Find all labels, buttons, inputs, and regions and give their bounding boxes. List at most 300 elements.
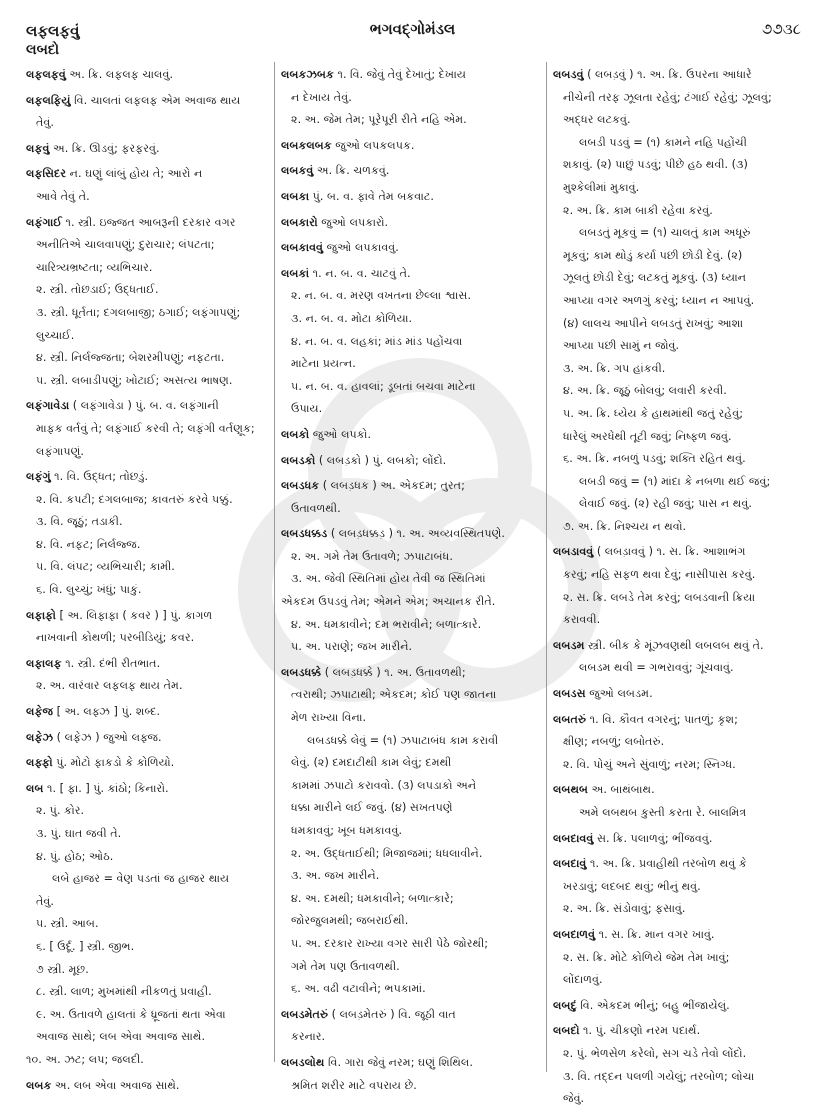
headword: લબકાવવું <box>281 241 324 255</box>
entry-line <box>26 370 270 393</box>
column-3 <box>553 64 811 1114</box>
entry-line <box>281 707 538 730</box>
entry-line <box>26 556 270 579</box>
definition-text: ન. ઘણું લાંબું હોય તે; આરો ન <box>66 167 203 181</box>
entry-line <box>553 1088 811 1111</box>
definition-text: નીચેની તરફ ઝૂલતા રહેવું; ટંગાઈ રહેવું; ઝૂલવું; <box>563 90 772 104</box>
definition-text: ૨. સ્ત્રી. તોછડાઈ; ઉદ્ધતાઈ. <box>36 283 159 297</box>
definition-text: ૨. પું. ભેળસેળ કરેલો, સગ ચડે તેવો લોંદો. <box>563 1046 747 1060</box>
column-1 <box>26 64 270 1100</box>
definition-text: ૨. અ. ક્રિ. કામ બાકી રહેવા કરવું. <box>563 203 713 217</box>
headword: લબકલબક <box>281 138 332 152</box>
definition-text: ૪. અ. દમથી; ધમકાવીને; બળાત્કારે; <box>291 891 454 905</box>
dictionary-entry <box>553 635 811 680</box>
definition-text: ૪. ન. બ. વ. લહકાં; માંડ માંડ પહોંચવા <box>291 334 463 348</box>
entry-line <box>553 587 811 610</box>
definition-text: ૨. સ. ક્રિ. લબડે તેમ કરવું; લબડવાની ક્રિયા <box>563 590 756 604</box>
definition-text: ઝૂલતું છોડી દેવું; લટકતું મૂકવું. (૩) ધ્યાન <box>563 271 747 285</box>
dictionary-entry <box>553 709 811 777</box>
definition-text: લફંગાપણું. <box>36 444 84 458</box>
definition-text: ચારિત્ર્યભ્રષ્ટતા; વ્યભિચાર. <box>36 260 153 274</box>
dictionary-entry <box>26 138 270 161</box>
entry-line <box>26 1049 270 1072</box>
entry-line <box>281 64 538 87</box>
entry-line <box>281 933 538 956</box>
definition-text: ૩. અ. જખ મારીને. <box>291 869 380 883</box>
definition-text: ત્વરાથી; ઝપાટાથી; એકદમ; કોઈ પણ જાતના <box>291 688 497 702</box>
definition-text: અમે લબથબ કુસ્તી કરતા રે. બાલમિત્ર <box>579 806 747 819</box>
entry-line <box>26 701 270 724</box>
entry-line <box>553 853 811 876</box>
entry-line <box>26 981 270 1004</box>
entry-line <box>553 1043 811 1066</box>
entry-line <box>281 775 538 798</box>
entry-line <box>553 802 811 825</box>
definition-text: અ. લબ એવા અવાજ સાથે. <box>51 1078 180 1092</box>
headword: લબદું <box>553 998 577 1012</box>
headword: લબતરું <box>553 712 587 726</box>
entry-line <box>281 546 538 569</box>
guide-word-first: લફલફવું <box>26 22 80 40</box>
dictionary-entry <box>281 450 538 473</box>
entry-line <box>26 959 270 982</box>
definition-text: ૧. વિ. ઉદ્ધત; તોછડું. <box>50 470 149 484</box>
definition-text: ક્ષીણ; નબળું; લબોતરું. <box>563 735 665 749</box>
entry-line <box>281 135 538 158</box>
dictionary-entry <box>553 924 811 992</box>
entry-line <box>553 222 811 245</box>
definition-text: [ અ. લિફાફા ( કવર ) ] પું. કાગળ <box>55 608 213 622</box>
definition-text: ઉતાવળથી. <box>291 501 341 515</box>
entry-line <box>281 186 538 209</box>
definition-text: લબડી પડવું = (૧) કામને નહિ પહોંચી <box>579 135 747 149</box>
entry-line <box>26 752 270 775</box>
entry-line <box>281 331 538 354</box>
definition-text: લબે હાજર = વેણ પડતાં જ હાજર થાય <box>52 872 230 886</box>
dictionary-entry <box>281 64 538 132</box>
definition-text: ( લબડ઼ધક ) અ. એકદમ; તુરત; <box>319 479 465 493</box>
entry-line <box>281 237 538 260</box>
entry-line <box>26 653 270 676</box>
entry-line <box>553 564 811 587</box>
definition-text: ૪. અ. ક્રિ. જૂઠું બોલવું; લવારી કરવી. <box>563 384 727 398</box>
definition-text: અનીતિએ ચાલવાપણું; દુરાચાર; લંપટતા; <box>36 238 215 252</box>
entry-line <box>553 609 811 632</box>
entry-line <box>26 489 270 512</box>
definition-text: ગમે તેમ પણ ઉતાવળથી. <box>291 959 400 973</box>
entry-line <box>281 498 538 521</box>
dictionary-entry <box>553 683 811 706</box>
definition-text: કરનાર. <box>291 1030 326 1044</box>
definition-text: લુચ્ચાઈ. <box>36 328 75 342</box>
headword: લબકારો <box>281 215 318 229</box>
definition-text: શકાવું. (૨) પાછું પડવું; પીછે હઠ થવી. (૩) <box>563 158 748 172</box>
entry-line <box>26 257 270 280</box>
definition-text: જુઓ લપકાવવું. <box>323 241 399 255</box>
entry-line <box>281 568 538 591</box>
headword: લફંગાવેડા <box>26 399 70 413</box>
definition-text: વિ. ગારા જેવું નરમ; ઘણું શિથિલ. <box>324 1055 473 1069</box>
column-separator-2 <box>546 62 547 1072</box>
headword: લબથબ <box>553 783 589 797</box>
dictionary-entry <box>553 1020 811 1110</box>
definition-text: મેળ રાખ્યા વિના. <box>291 711 367 725</box>
guide-word-last: લબદો <box>26 42 60 58</box>
definition-text: ૫. સ્ત્રી. લબાડીપણું; ખોટાઈ; અસત્ય ભાષણ. <box>36 373 233 387</box>
entry-line <box>553 947 811 970</box>
entry-line <box>281 614 538 637</box>
definition-text: ૬. અ. વઢી વટાવીને; ભપકામાં. <box>291 982 426 996</box>
definition-text: ઉપાય. <box>291 402 323 416</box>
entry-line <box>26 90 270 113</box>
entry-line <box>553 709 811 732</box>
definition-text: જુઓ લપકો. <box>309 427 372 441</box>
definition-text: ૩. વિ. તદ્દન પલળી ગયેલું; તરબોળ; લોચા <box>563 1069 755 1083</box>
entry-line <box>553 995 811 1018</box>
entry-line <box>553 731 811 754</box>
dictionary-entry <box>26 1075 270 1098</box>
dictionary-entry <box>281 662 538 1001</box>
entry-line <box>281 978 538 1001</box>
definition-text: ( લફંગાવેડા ) પું. બ. વ. લફંગાની <box>69 399 219 413</box>
dictionary-entry <box>553 828 811 851</box>
definition-text: મુશ્કેલીમાં મુકાવું. <box>563 180 640 194</box>
dictionary-entry <box>26 395 270 463</box>
definition-text: લેવાઈ જવું. (૨) રહી જવું; પાસ ન થવું. <box>579 497 752 511</box>
entry-line <box>26 279 270 302</box>
definition-text: ૫. અ. દરકાર રાખ્યા વગર સારી પેઠે જોરથી; <box>291 936 489 950</box>
entry-line <box>553 335 811 358</box>
entry-line <box>553 516 811 539</box>
definition-text: લબડી જવું = (૧) માંદા કે નબળા થઈ જવું; <box>579 474 771 488</box>
definition-text: ૨. પું. કોર. <box>36 804 85 818</box>
definition-text: ન દેખાય તેવું. <box>291 90 352 104</box>
entry-line <box>281 730 538 753</box>
entry-line <box>553 177 811 200</box>
entry-line <box>281 308 538 331</box>
definition-text: ૧. ન. બ. વ. ચાટવું તે. <box>309 266 411 280</box>
definition-text: ૧. પું. ચીકણો નરમ પદાર્થ. <box>579 1024 701 1038</box>
entry-line <box>26 727 270 750</box>
definition-text: ૪. પું. હોઠ; ઓઠ. <box>36 849 114 863</box>
definition-text: ખરડાવું; લદબદ થવું; ભીનું થવું. <box>563 879 701 893</box>
entry-line <box>26 605 270 628</box>
definition-text: ૨. ન. બ. વ. મરણ વખતના છેલ્લા શ્વાસ. <box>291 289 472 303</box>
definition-text: ૩. ન. બ. વ. મોટા કોળિયા. <box>291 311 413 325</box>
headword: લફવું <box>26 141 50 155</box>
entry-line <box>281 1075 538 1098</box>
entry-line <box>553 754 811 777</box>
headword: લફેઝ <box>26 730 54 744</box>
dictionary-entry <box>281 263 538 421</box>
headword: લબડલોથ <box>281 1055 325 1069</box>
definition-text: સ્ત્રી. બીક કે મૂંઝવણથી લબલબ થવું તે. <box>584 638 764 652</box>
entry-line <box>281 523 538 546</box>
definition-text: આવે તેવું તે. <box>36 189 90 203</box>
entry-line <box>553 779 811 802</box>
definition-text: વિ. એકદમ ભીનું; બહુ ભીંજાયેલું. <box>576 998 730 1012</box>
entry-line <box>553 969 811 992</box>
dictionary-entry <box>281 1052 538 1097</box>
dictionary-entry <box>553 779 811 824</box>
entry-line <box>553 635 811 658</box>
headword: લફાફો <box>26 608 56 622</box>
entry-line <box>281 1004 538 1027</box>
headword: લબદાવું <box>553 857 587 871</box>
definition-text: (૪) લાલચ આપીને લબડતું રાખવું; આશા <box>563 316 744 330</box>
definition-text: ૩. અ. જેવી સ્થિતિમાં હોય તેવી જ સ્થિતિમાં <box>291 572 486 586</box>
definition-text: ધમકાવવું; ખૂબ ધમકાવવું. <box>291 824 402 837</box>
entry-line <box>26 302 270 325</box>
entry-line <box>26 64 270 87</box>
headword: લબકવું <box>281 164 314 178</box>
entry-line <box>281 684 538 707</box>
entry-line <box>281 843 538 866</box>
entry-line <box>26 891 270 914</box>
entry-line <box>26 868 270 891</box>
dictionary-entry <box>26 727 270 750</box>
definition-text: ૨. અ. ગમે તેમ ઉતાવળે; ઝપાટાબંધ. <box>291 549 453 563</box>
definition-text: ૭ સ્ત્રી. મૂછ. <box>36 962 89 976</box>
definition-text: ૨. અ. વારંવાર લફલફ થાય તેમ. <box>36 679 183 693</box>
definition-text: ૧. [ ફા. ] પું. કાંઠો; કિનારો. <box>43 781 169 795</box>
entry-line <box>281 662 538 685</box>
definition-text: ૬. અ. ક્રિ. નબળું પડવું; શક્તિ રહિત થવું. <box>563 452 746 466</box>
entry-line <box>26 234 270 257</box>
definition-text: જુઓ લપકલપક. <box>331 138 415 152</box>
headword: લબડમ <box>553 638 585 652</box>
definition-text: ૮. સ્ત્રી. લાળ; મુખમાંથી નીકળતું પ્રવાહી. <box>36 985 212 999</box>
definition-text: જુઓ લપકારો. <box>317 215 389 229</box>
dictionary-entry <box>553 853 811 921</box>
definition-text: ૨. અ. ઉદ્ધતાઈથી; મિજાજમાં; ધધલાવીને. <box>291 846 483 860</box>
headword: લબદાળવું <box>553 927 596 941</box>
entry-line <box>553 109 811 132</box>
headword: લબડાવવું <box>553 545 594 559</box>
entry-line <box>26 466 270 489</box>
dictionary-entry <box>553 995 811 1018</box>
entry-line <box>26 1026 270 1049</box>
headword: લબદો <box>553 1024 580 1038</box>
entry-line <box>26 1004 270 1027</box>
dictionary-entry <box>281 1004 538 1049</box>
entry-line <box>553 898 811 921</box>
definition-text: ૬. વિ. લુચ્ચું; ખંધું; પાકું. <box>36 583 142 597</box>
headword: લફલફવું <box>26 68 66 81</box>
dictionary-entry <box>26 701 270 724</box>
definition-text: એકદમ ઉપડવું તેમ; એમને એમ; અચાનક રીતે. <box>281 595 496 609</box>
entry-line <box>26 212 270 235</box>
entry-line <box>553 132 811 155</box>
entry-line <box>281 376 538 399</box>
dictionary-entry <box>281 237 538 260</box>
entry-line <box>553 924 811 947</box>
definition-text: કામમાં ઝપાટો કરાવવો. (૩) લપડાકો અને <box>291 778 477 792</box>
dictionary-entry <box>553 541 811 631</box>
entry-line <box>281 797 538 820</box>
definition-text: ૩. અ. ક્રિ. ગપ હાંકવી. <box>563 361 666 375</box>
definition-text: ૪. વિ. નફટ; નિર્લજ્જ. <box>36 537 141 551</box>
definition-text: અ. બાથંબાથ. <box>588 783 655 797</box>
entry-line <box>26 778 270 801</box>
definition-text: ૩. પું. ઘાત જવી તે. <box>36 827 122 840</box>
headword: લબ <box>26 781 44 795</box>
dictionary-entry <box>553 64 811 538</box>
headword: લફાલફ <box>26 656 62 670</box>
entry-line <box>553 313 811 336</box>
entry-line <box>281 212 538 235</box>
definition-text: જોરજુલમથી; જબરાઈથી. <box>291 914 409 928</box>
column-separator-1 <box>274 62 275 1062</box>
definition-text: આપ્યા પછી સામું ન જોવું. <box>563 339 680 353</box>
definition-text: લબડતું મૂકવું = (૧) ચાલતું કામ અધૂરું <box>579 226 751 240</box>
entry-line <box>553 245 811 268</box>
dictionary-entry <box>281 523 538 659</box>
definition-text: લબડધક્કે લેવું = (૧) ઝપાટાબંધ કામ કરાવી <box>307 733 499 747</box>
entry-line <box>553 541 811 564</box>
entry-line <box>281 1026 538 1049</box>
entry-line <box>553 87 811 110</box>
entry-line <box>553 290 811 313</box>
definition-text: તેવું. <box>36 116 54 130</box>
entry-line <box>553 876 811 899</box>
definition-text: ૫. સ્ત્રી. આબ. <box>36 917 99 931</box>
entry-line <box>281 353 538 376</box>
entry-line <box>553 64 811 87</box>
definition-text: ( લબડ઼ધક્કે ) ૧. અ. ઉતાવળથી; <box>321 665 466 679</box>
column-2 <box>281 64 538 1100</box>
entry-line <box>553 471 811 494</box>
definition-text: અ. ક્રિ. ઊડવું; ફરફરવું. <box>49 141 160 155</box>
definition-text: તેવું. <box>36 894 54 908</box>
definition-text: ૪. સ્ત્રી. નિર્લજ્જતા; બેશરમીપણું; નફટતા. <box>36 351 225 365</box>
entry-line <box>553 828 811 851</box>
dictionary-entry <box>281 212 538 235</box>
definition-text: ૧. સ્ત્રી. દંભી રીતભાત. <box>61 656 161 670</box>
entry-line <box>553 154 811 177</box>
definition-text: અદ્ધર લટકવું. <box>563 113 631 127</box>
definition-text: ૬. [ ઉર્દૂ. ] સ્ત્રી. જીભ. <box>36 939 135 953</box>
definition-text: પું. બ. વ. ફાવે તેમ બકવાટ. <box>309 189 434 203</box>
definition-text: ૫. વિ. લંપટ; વ્યભિચારી; કામી. <box>36 560 175 574</box>
page-header <box>0 0 825 60</box>
entry-line <box>26 325 270 348</box>
entry-line <box>281 591 538 614</box>
definition-text: આપ્યા વગર અળગું કરવું; ધ્યાન ન આપવું. <box>563 293 755 307</box>
entry-line <box>281 424 538 447</box>
dictionary-entry <box>26 653 270 698</box>
definition-text: લેવું. (૨) દમદાટીથી કામ લેવું; દમથી <box>291 756 452 770</box>
definition-text: અ. ક્રિ. ચળકવું. <box>313 164 390 178</box>
definition-text: ધારેલું અરધેથી તૂટી જવું; નિષ્ફળ જવું. <box>563 429 732 443</box>
definition-text: ( લબડ઼મેતરું ) વિ. જૂઠી વાત <box>328 1007 456 1021</box>
entry-line <box>553 683 811 706</box>
entry-line <box>26 186 270 209</box>
entry-line <box>281 910 538 933</box>
entry-line <box>281 160 538 183</box>
definition-text: ( લબડ઼કો ) પું. લબકો; લોંદો. <box>315 453 447 467</box>
definition-text: અવાજ સાથે; લબ એવા અવાજ સાથે. <box>36 1030 206 1044</box>
entry-line <box>26 418 270 441</box>
entry-line <box>553 267 811 290</box>
headword: લબડધક <box>281 479 320 493</box>
headword: લબકા <box>281 189 310 203</box>
entry-line <box>281 1052 538 1075</box>
headword: લબડસ <box>553 687 586 701</box>
definition-text: કરાવવી. <box>563 613 601 627</box>
headword: લબડધક્કે <box>281 665 322 679</box>
dictionary-entry <box>26 163 270 208</box>
definition-text: ૪. અ. ધમકાવીને; દમ ભરાવીને; બળાત્કારે. <box>291 617 482 631</box>
entry-line <box>553 493 811 516</box>
dictionary-entry <box>26 90 270 135</box>
headword: લફ્ફો <box>26 756 53 770</box>
definition-text: ( લફેઝ ) જુઓ લફ્જ. <box>53 730 162 744</box>
entry-line <box>26 395 270 418</box>
dictionary-entry <box>281 135 538 158</box>
headword: લબકો <box>281 427 310 441</box>
headword: લબક <box>26 1078 52 1092</box>
entry-line <box>281 888 538 911</box>
dictionary-entry <box>26 64 270 87</box>
headword: લફસિદર <box>26 167 67 181</box>
definition-text: ૧. વિ. કૌવત વગરનું; પાતળું; કૃશ; <box>586 712 738 726</box>
definition-text: નાખવાની કોથળી; પરબીડિયું; કવર. <box>36 631 195 645</box>
headword: લબડવું <box>553 68 584 81</box>
entry-line <box>281 450 538 473</box>
entry-line <box>281 865 538 888</box>
definition-text: જુઓ લબડમ. <box>585 687 653 701</box>
definition-text: ૧. સ. ક્રિ. માન વગર ખાવું. <box>595 927 715 941</box>
dictionary-entry <box>26 778 270 1072</box>
headword: લફંગાઈ <box>26 215 62 229</box>
entry-line <box>26 800 270 823</box>
entry-line <box>553 657 811 680</box>
definition-text: ૫. ન. બ. વ. હાવલાં; ડૂબતાં બચવા માટેના <box>291 379 476 393</box>
definition-text: વિ. ચાલતાં લફલફ એમ અવાજ થાય <box>70 93 241 107</box>
dictionary-entry <box>26 212 270 393</box>
definition-text: ૨. અ. ક્રિ. સંડોવાવું; ફસાવું. <box>563 902 686 916</box>
entry-line <box>553 403 811 426</box>
entry-line <box>553 200 811 223</box>
entry-line <box>281 752 538 775</box>
entry-line <box>26 163 270 186</box>
definition-text: ૨. સ. ક્રિ. મોટે કોળિયે જેમ તેમ ખાવું; <box>563 950 730 964</box>
definition-text: ૨. અ. જેમ તેમ; પૂરેપૂરી રીતે નહિ એમ. <box>291 113 467 127</box>
entry-line <box>26 534 270 557</box>
entry-line <box>26 913 270 936</box>
headword: લફંગું <box>26 470 51 484</box>
headword: લબકાં <box>281 266 310 280</box>
definition-text: શ્રમિત શરીર માટે વપરાય છે. <box>291 1078 417 1092</box>
entry-line <box>553 358 811 381</box>
definition-text: ( લબડ઼વું ) ૧. અ. ક્રિ. ઉપરના આધારે <box>583 68 752 81</box>
entry-line <box>281 956 538 979</box>
definition-text: ૫. અ. ક્રિ. ધ્યેય કે હાથમાંથી જતું રહેવું; <box>563 406 743 420</box>
entry-line <box>281 475 538 498</box>
definition-text: ૩. સ્ત્રી. ધૂર્તતા; દગલબાજી; ઠગાઈ; લફંગાપણું; <box>36 305 241 319</box>
headword: લબડમેતરું <box>281 1007 329 1021</box>
entry-line <box>26 627 270 650</box>
dictionary-entry <box>26 466 270 602</box>
entry-line <box>26 511 270 534</box>
entry-line <box>26 579 270 602</box>
entry-line <box>281 398 538 421</box>
entry-line <box>26 138 270 161</box>
entry-line <box>26 846 270 869</box>
entry-line <box>553 426 811 449</box>
entry-line <box>26 675 270 698</box>
